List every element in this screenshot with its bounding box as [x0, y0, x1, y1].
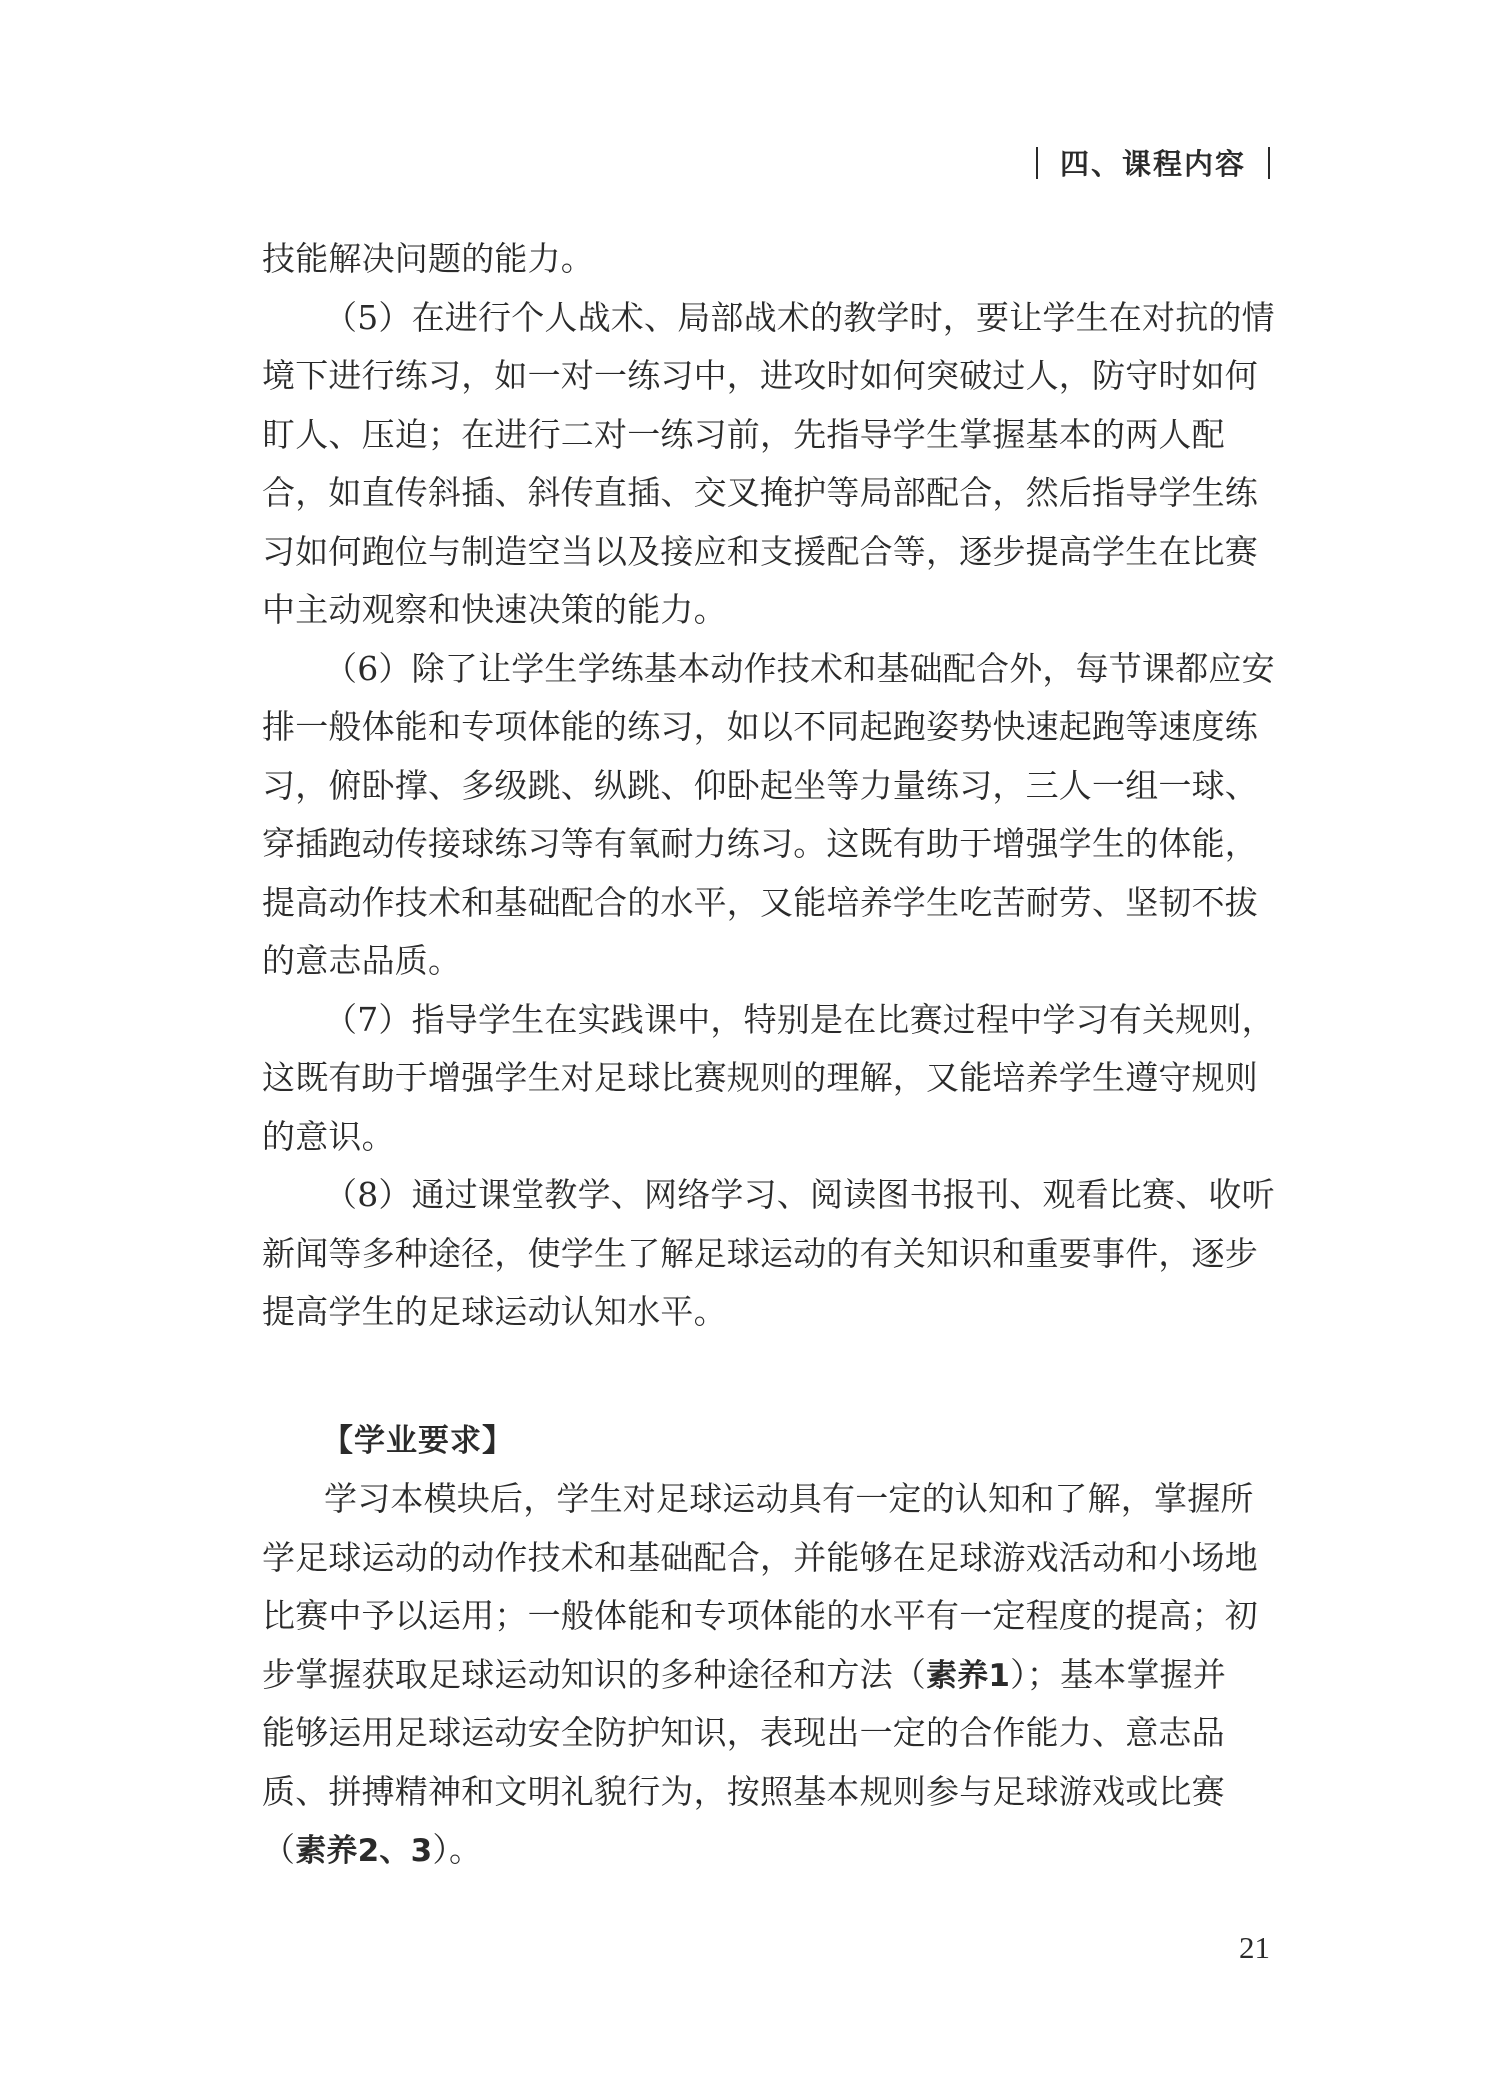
running-header [1036, 142, 1270, 183]
text-line: 学足球运动的动作技术和基础配合，并能够在足球游戏活动和小场地 [262, 1537, 1258, 1577]
text-line: 技能解决问题的能力。 [262, 239, 594, 278]
text-line: 盯人、压迫；在进行二对一练习前，先指导学生掌握基本的两人配 [262, 414, 1225, 454]
text-line: 中主动观察和快速决策的能力。 [262, 590, 727, 629]
text-line: 能够运用足球运动安全防护知识，表现出一定的合作能力、意志品 [262, 1713, 1225, 1752]
text-line: （6）除了让学生学练基本动作技术和基础配合外，每节课都应安 [324, 648, 1275, 688]
text-span: ）。 [432, 1830, 483, 1869]
literacy-reference: 素养1 [926, 1657, 1011, 1694]
text-line [262, 1646, 1272, 1705]
literacy-reference: 素养2、3 [295, 1833, 433, 1869]
text-line: 新闻等多种途径，使学生了解足球运动的有关知识和重要事件，逐步 [262, 1233, 1258, 1273]
text-line: 提高学生的足球运动认知水平。 [262, 1292, 727, 1331]
page-body [262, 230, 1275, 1880]
text-line: 习如何跑位与制造空当以及接应和支援配合等，逐步提高学生在比赛 [262, 531, 1258, 571]
header-left-bar [1036, 147, 1038, 179]
text-line: （5）在进行个人战术、局部战术的教学时，要让学生在对抗的情 [324, 297, 1275, 337]
page-number: 21 [1239, 1930, 1270, 1965]
text-line: 学习本模块后，学生对足球运动具有一定的认知和了解，掌握所 [324, 1479, 1254, 1518]
section-title: 四、课程内容 [1059, 147, 1246, 181]
text-line: 境下进行练习，如一对一练习中，进攻时如何突破过人，防守时如何 [262, 356, 1258, 395]
section-heading: 【学业要求】 [322, 1422, 514, 1459]
text-span: 步掌握获取足球运动知识的多种途径和方法（ [262, 1654, 926, 1694]
section-gap [262, 1342, 1272, 1412]
text-span: ）；基本掌握并 [1010, 1654, 1227, 1694]
text-line: 这既有助于增强学生对足球比赛规则的理解，又能培养学生遵守规则 [262, 1058, 1258, 1097]
text-line: 质、拼搏精神和文明礼貌行为，按照基本规则参与足球游戏或比赛 [262, 1771, 1225, 1811]
text-line: 排一般体能和专项体能的练习，如以不同起跑姿势快速起跑等速度练 [262, 707, 1258, 746]
text-line: 的意志品质。 [262, 941, 462, 980]
text-line: 习，俯卧撑、多级跳、纵跳、仰卧起坐等力量练习，三人一组一球、 [262, 765, 1258, 805]
text-line: 合，如直传斜插、斜传直插、交叉掩护等局部配合，然后指导学生练 [262, 473, 1258, 512]
text-line: 的意识。 [262, 1116, 395, 1156]
text-span: （ [262, 1830, 296, 1869]
text-line: （7）指导学生在实践课中，特别是在比赛过程中学习有关规则， [324, 999, 1275, 1039]
text-line: （8）通过课堂教学、网络学习、阅读图书报刊、观看比赛、收听 [324, 1175, 1275, 1214]
text-line [262, 1821, 1272, 1880]
header-right-bar [1268, 147, 1270, 179]
text-line: 提高动作技术和基础配合的水平，又能培养学生吃苦耐劳、坚韧不拔 [262, 882, 1258, 922]
text-line: 穿插跑动传接球练习等有氧耐力练习。这既有助于增强学生的体能， [262, 824, 1258, 863]
text-line: 比赛中予以运用；一般体能和专项体能的水平有一定程度的提高；初 [262, 1596, 1258, 1635]
